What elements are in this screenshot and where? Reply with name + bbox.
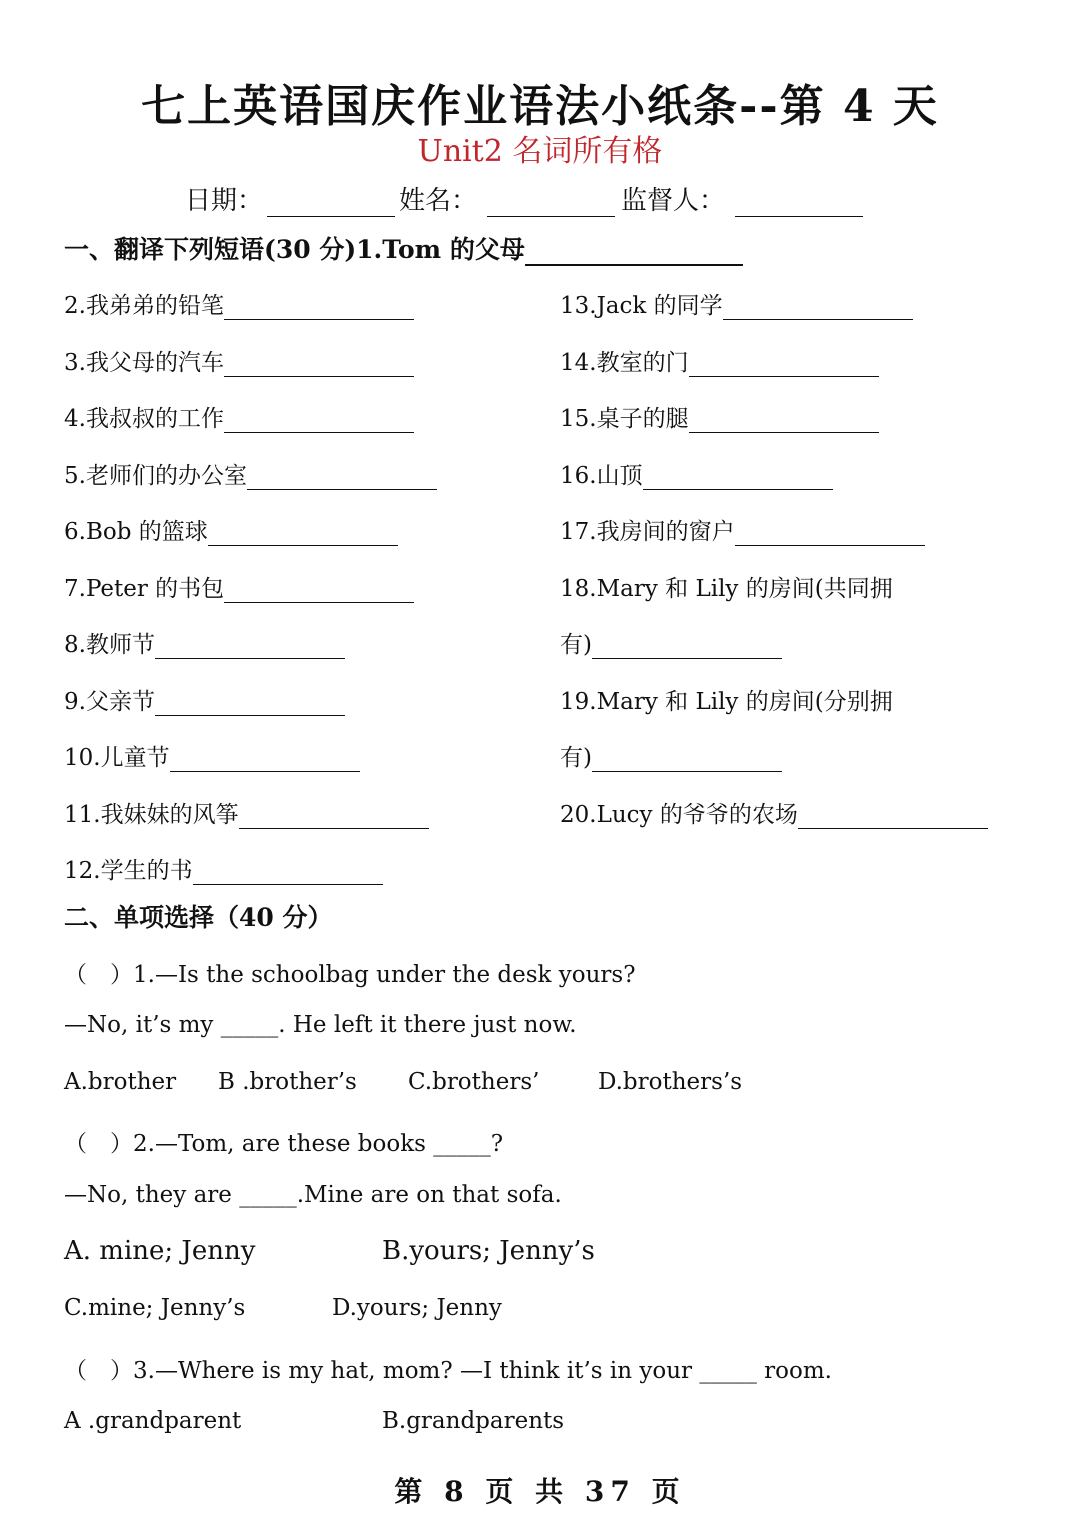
list-item <box>64 513 398 546</box>
name-blank[interactable] <box>487 194 615 217</box>
answer-blank[interactable] <box>155 695 345 716</box>
list-item <box>560 287 913 320</box>
list-item <box>64 626 345 659</box>
first-item-text: 1.Tom 的父母 <box>356 235 525 264</box>
answer-blank[interactable] <box>170 751 360 772</box>
list-item <box>64 683 345 716</box>
supervisor-label: 监督人： <box>621 186 726 216</box>
list-item <box>64 344 414 377</box>
item-label: 15.桌子的腿 <box>560 406 689 432</box>
item-label: 20.Lucy 的爷爷的农场 <box>560 802 798 828</box>
worksheet-title: 七上英语国庆作业语法小纸条--第 4 天 <box>141 81 939 132</box>
q3-option-a: A .grandparent <box>64 1408 242 1434</box>
item-label: 19.Mary 和 Lily 的房间(分别拥 <box>560 689 893 715</box>
item-label: 2.我弟弟的铅笔 <box>64 293 224 319</box>
q1-option-b: B .brother’s <box>218 1069 357 1095</box>
item-label: 16.山顶 <box>560 463 643 489</box>
item-label: 17.我房间的窗户 <box>560 519 735 545</box>
item-label: 18.Mary 和 Lily 的房间(共同拥 <box>560 576 893 602</box>
list-item <box>560 683 893 716</box>
item-label: 有) <box>560 745 592 771</box>
item-label: 14.教室的门 <box>560 350 689 376</box>
answer-blank[interactable] <box>155 638 345 659</box>
list-item <box>64 400 414 433</box>
answer-blank[interactable] <box>723 299 913 320</box>
list-item <box>560 400 879 433</box>
answer-blank[interactable] <box>208 525 398 546</box>
question-1-line2: —No, it’s my _____. He left it there just now. <box>64 1012 577 1038</box>
list-item <box>64 796 429 829</box>
answer-blank[interactable] <box>239 808 429 829</box>
list-item <box>560 457 833 490</box>
list-item <box>64 457 437 490</box>
item-label: 3.我父母的汽车 <box>64 350 224 376</box>
answer-blank[interactable] <box>224 356 414 377</box>
answer-blank[interactable] <box>592 751 782 772</box>
answer-blank[interactable] <box>247 469 437 490</box>
q2-option-b: B.yours; Jenny’s <box>382 1236 595 1266</box>
unit-subtitle: Unit2 名词所有格 <box>417 134 663 169</box>
name-label: 姓名： <box>399 186 478 216</box>
list-item <box>64 852 383 885</box>
item-label: 12.学生的书 <box>64 858 193 884</box>
list-item <box>560 570 893 603</box>
q3-option-b: B.grandparents <box>382 1408 565 1434</box>
list-item <box>64 570 414 603</box>
q1-option-a: A.brother <box>64 1069 177 1095</box>
item-label: 有) <box>560 632 592 658</box>
q2-option-c: C.mine; Jenny’s <box>64 1295 246 1321</box>
answer-blank[interactable] <box>224 582 414 603</box>
answer-blank[interactable] <box>689 412 879 433</box>
date-blank[interactable] <box>267 194 395 217</box>
item-label: 10.儿童节 <box>64 745 170 771</box>
item-label: 6.Bob 的篮球 <box>64 519 208 545</box>
q2-option-a: A. mine; Jenny <box>64 1236 256 1266</box>
answer-blank[interactable] <box>224 299 414 320</box>
answer-blank[interactable] <box>735 525 925 546</box>
list-item <box>64 287 414 320</box>
item-label: 9.父亲节 <box>64 689 155 715</box>
answer-blank[interactable] <box>689 356 879 377</box>
answer-blank[interactable] <box>798 808 988 829</box>
question-1: （ ）1.—Is the schoolbag under the desk yours? <box>64 962 636 988</box>
page-footer: 第 8 页 共 37 页 <box>394 1475 686 1508</box>
section2-heading: 二、单项选择（40 分） <box>64 903 333 932</box>
list-item <box>560 513 925 546</box>
question-2: （ ）2.—Tom, are these books _____? <box>64 1131 504 1157</box>
list-item <box>560 344 879 377</box>
answer-blank[interactable] <box>193 864 383 885</box>
q1-option-c: C.brothers’ <box>408 1069 540 1095</box>
section1-heading-text: 一、翻译下列短语(30 分) <box>64 235 357 264</box>
q1-option-d: D.brothers’s <box>598 1069 743 1095</box>
answer-blank[interactable] <box>643 469 833 490</box>
list-item <box>560 626 782 659</box>
section1-heading <box>64 230 743 266</box>
list-item <box>64 739 360 772</box>
list-item <box>560 739 782 772</box>
first-item-blank[interactable] <box>525 242 743 266</box>
item-label: 11.我妹妹的风筝 <box>64 802 239 828</box>
list-item <box>560 796 988 829</box>
item-label: 7.Peter 的书包 <box>64 576 225 602</box>
date-label: 日期： <box>185 186 264 216</box>
info-row <box>185 180 867 217</box>
answer-blank[interactable] <box>592 638 782 659</box>
q2-option-d: D.yours; Jenny <box>332 1295 502 1321</box>
question-3: （ ）3.—Where is my hat, mom? —I think it’s in your _____ room. <box>64 1358 832 1384</box>
item-label: 13.Jack 的同学 <box>560 293 723 319</box>
question-2-line2: —No, they are _____.Mine are on that sofa. <box>64 1182 562 1208</box>
supervisor-blank[interactable] <box>735 194 863 217</box>
item-label: 5.老师们的办公室 <box>64 463 247 489</box>
answer-blank[interactable] <box>224 412 414 433</box>
item-label: 8.教师节 <box>64 632 155 658</box>
item-label: 4.我叔叔的工作 <box>64 406 224 432</box>
